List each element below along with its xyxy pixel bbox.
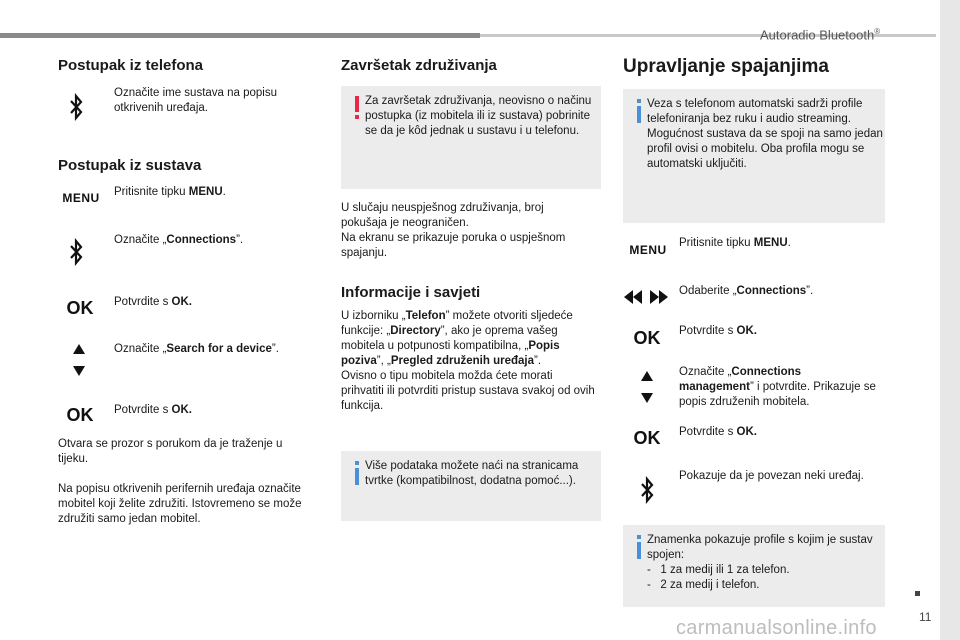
manage-step-1: Pritisnite tipku MENU. [679,237,791,249]
info-note-box [341,451,601,521]
unlimited-attempts-text: U slučaju neuspješnog združivanja, broj pokušaja je neograničen. [341,202,544,229]
bluetooth-icon [66,237,86,267]
info-icon [635,99,647,125]
top-rule-dark [0,33,480,38]
info-note-text: Više podataka možete naći na stranicama tvrtke (kompatibilnost, dodatna pomoć...). [365,460,579,487]
heading-system-procedure: Postupak iz sustava [58,157,202,174]
left-right-arrows-icon [623,289,669,305]
profile-count-item: - 2 za medij i telefon. [647,579,760,591]
menu-key-icon: MENU [62,191,100,205]
info-note-box [623,525,885,607]
right-margin-strip [940,0,960,640]
system-step-5: Potvrdite s OK. [114,404,192,416]
info-icon [635,535,647,561]
heading-connection-management: Upravljanje spajanjima [623,56,829,77]
heading-pairing-completion: Završetak združivanja [341,57,497,74]
profile-count-note [647,533,883,593]
menu-key-icon: MENU [629,243,667,257]
manage-step-3: Potvrdite s OK. [679,325,757,337]
end-square-marker [915,591,920,596]
system-step-1: Pritisnite tipku MENU. [114,186,226,198]
warning-exclamation-icon [353,96,365,122]
watermark: carmanualsonline.info [676,617,877,639]
info-icon [353,461,365,487]
success-message-text: Na ekranu se prikazuje poruka o uspješnom spajanju. [341,232,566,259]
up-down-arrows-icon [638,369,656,405]
profile-count-item: - 1 za medij ili 1 za telefon. [647,564,790,576]
system-step-4: Označite „Search for a device”. [114,343,279,355]
manage-step-6: Pokazuje da je povezan neki uređaj. [679,470,864,482]
phone-step-text: Označite ime sustava na popisu otkrivenih uređaja. [114,87,278,114]
search-in-progress-text: Otvara se prozor s porukom da je traženje u tijeku. [58,438,283,465]
select-phone-text: Na popisu otkrivenih perifernih uređaja označite mobitel koji želite združiti. Istovremeno se može združiti samo jedan mobitel. [58,483,302,525]
up-down-arrows-icon [70,342,88,378]
system-step-2: Označite „Connections”. [114,234,244,246]
info-note-box [623,89,885,223]
profile-info-text: Veza s telefonom automatski sadrži profile telefoniranja bez ruku i audio streaming. Mogućnost sustava da se spoji na samo jedan profil ovisi o mobitelu. Oba profila mogu se automatski uključiti. [647,98,883,170]
tips-text: U izborniku „Telefon” možete otvoriti sljedeće funkcije: „Directory”, ako je oprema vašeg mobitela u potpunosti kompatibilna, „Popis poziva”, „Pregled združenih uređaja”. Ovisno o tipu mobitela možda ćete morati prihvatiti ili potvrditi pristup sustava svakoj od ovih funkcija. [341,310,595,412]
ok-key-icon: OK [633,427,661,448]
heading-info-tips: Informacije i savjeti [341,284,481,301]
system-step-3: Potvrdite s OK. [114,296,192,308]
profile-count-intro: Znamenka pokazuje profile s kojim je sustav spojen: [647,534,873,561]
bluetooth-icon [66,92,86,122]
ok-key-icon: OK [633,327,661,348]
warning-note-box [341,86,601,189]
manage-step-2: Odaberite „Connections”. [679,285,814,297]
bluetooth-icon [637,473,657,507]
page-number: 11 [919,610,932,624]
warning-note-text: Za završetak združivanja, neovisno o načinu postupka (iz mobitela ili iz sustava) pobrinite se da je kôd jednak u sustavu i u telefonu. [365,95,592,137]
heading-phone-procedure: Postupak iz telefona [58,57,204,74]
ok-key-icon: OK [66,297,94,318]
manage-step-5: Potvrdite s OK. [679,426,757,438]
ok-key-icon: OK [66,404,94,425]
running-header: Autoradio Bluetooth® [760,27,881,43]
manage-step-4: Označite „Connections management” i potvrdite. Prikazuje se popis združenih mobitela. [679,366,876,408]
